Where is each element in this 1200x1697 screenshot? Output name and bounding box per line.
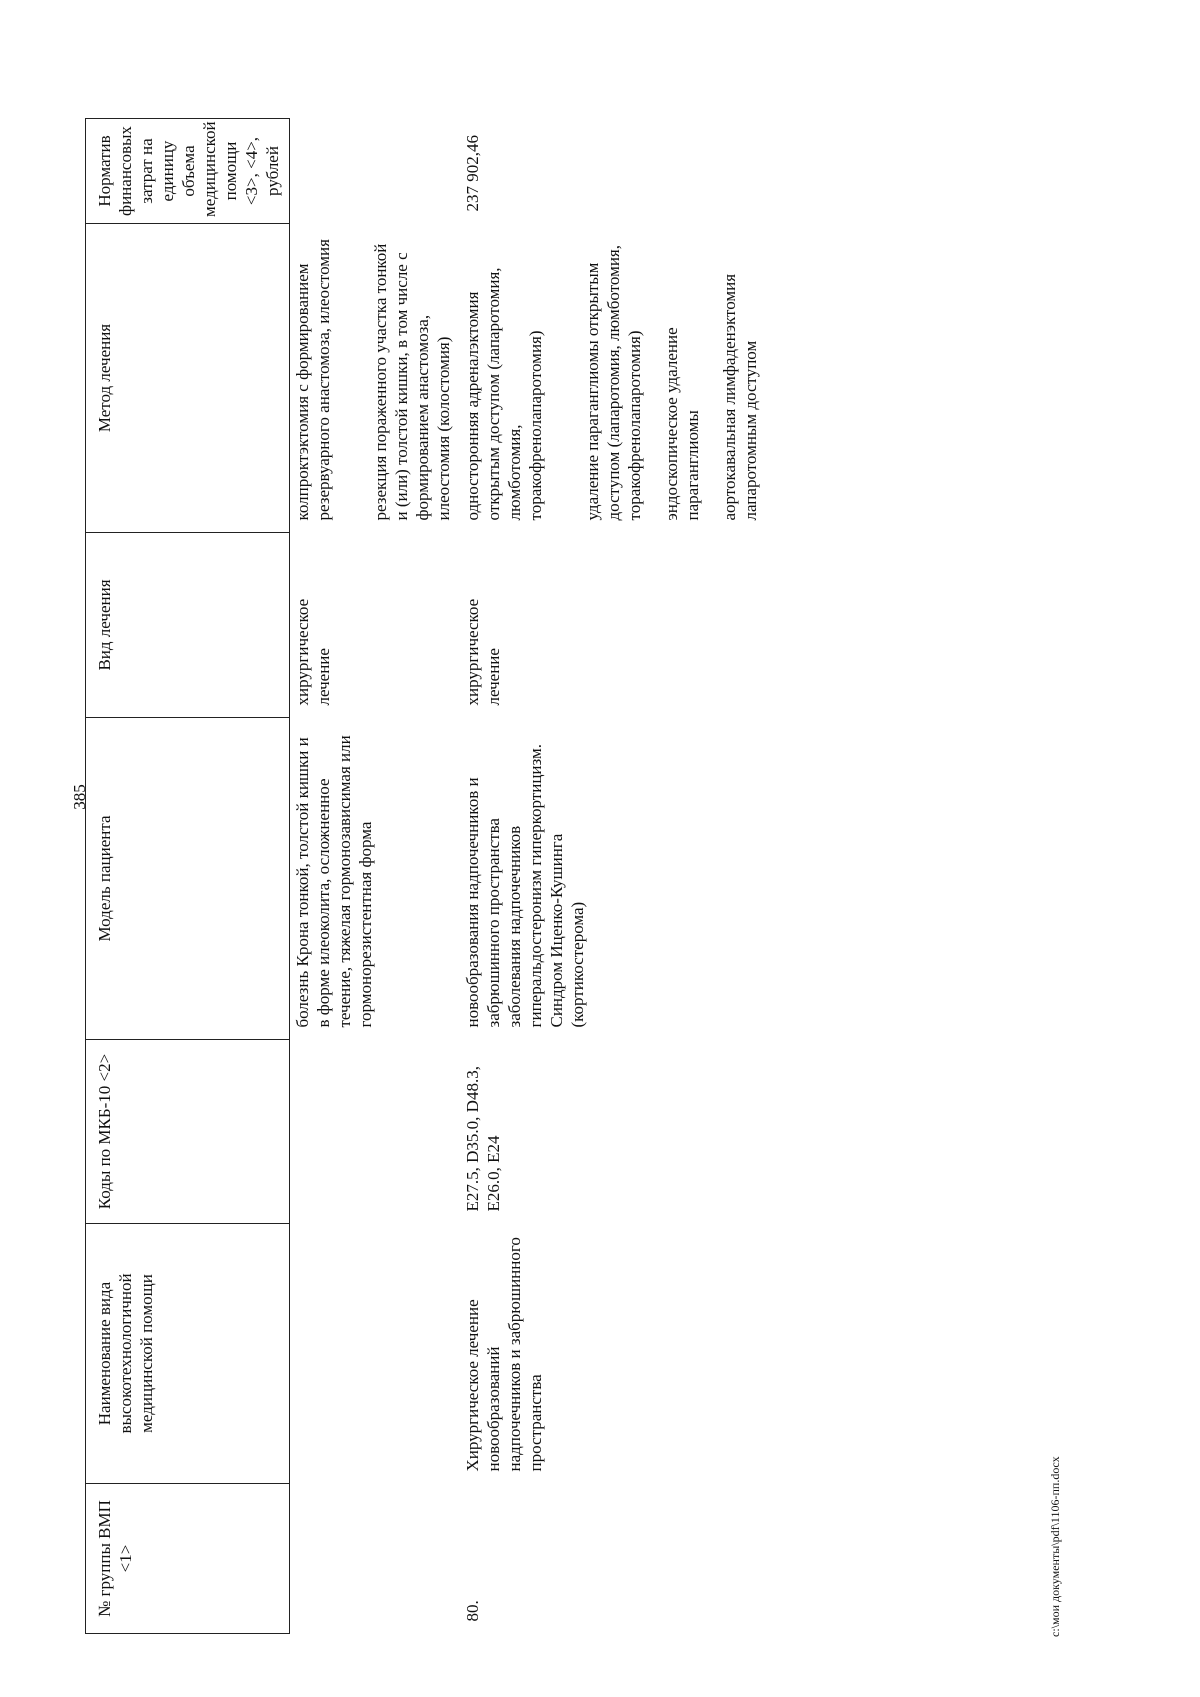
- header-cost: Норматив финансовых затрат на единицу объема медицинской помощи <3>, <4>, рублей: [86, 119, 290, 224]
- method-item: аортокавальная лимфаденэктомия лапаротомным доступом: [720, 273, 760, 521]
- page-number: 385: [70, 784, 89, 810]
- header-group-no: № группы ВМП <1>: [86, 1484, 290, 1634]
- method-item: эндоскопическое удаление параганглиомы: [662, 327, 702, 521]
- method-item: односторонняя адреналэктомия открытым доступом (лапаротомия, люмботомия, торакофренолапаротомия): [463, 267, 545, 521]
- cell-group-no: 80.: [463, 1600, 482, 1622]
- header-icd-codes: Коды по МКБ-10 <2>: [86, 1040, 290, 1224]
- cell-icd-codes: E27.5, D35.0, D48.3, E26.0, E24: [463, 1066, 503, 1212]
- cell-patient-model: новообразования надпочечников и забрюшинного пространства заболевания надпочечников гиперальдостеронизм гиперкортицизм. Синдром Иценко-Кушинга (кортикостерома): [463, 743, 587, 1028]
- cell-name: Хирургическое лечение новообразований надпочечников и забрюшинного пространства: [463, 1237, 545, 1472]
- header-name: Наименование вида высокотехнологичной медицинской помощи: [86, 1224, 290, 1484]
- vmp-table: [85, 118, 767, 1634]
- method-item: колпроктэктомия с формированием резервуарного анастомоза, илеостомия: [293, 239, 333, 521]
- method-item: резекция пораженного участка тонкой и (или) толстой кишки, в том числе с формированием анастомоза, илеостомия (колостомия): [371, 243, 453, 521]
- table-row: [460, 119, 767, 1634]
- header-patient-model: Модель пациента: [86, 718, 290, 1040]
- header-method: Метод лечения: [86, 224, 290, 533]
- cell-cost: 237 902,46: [463, 135, 482, 212]
- cell-group-no: [290, 1484, 461, 1634]
- footer-file-path: c:\мои документы\pdf\1106-пп.docx: [1048, 1456, 1062, 1637]
- cell-icd-codes: [290, 1040, 461, 1224]
- cell-method: [290, 224, 461, 533]
- cell-treatment-type: хирургическое лечение: [463, 598, 503, 706]
- method-item: удаление параганглиомы открытым доступом (лапаротомия, люмботомия, торакофренолапаротомия): [583, 245, 644, 521]
- cell-patient-model: болезнь Крона тонкой, толстой кишки и в форме илеоколита, осложненное течение, тяжелая гормонозависимая или гормонорезистентная форма: [293, 735, 375, 1028]
- cell-name: [290, 1224, 461, 1484]
- table-row: [290, 119, 461, 1634]
- cell-cost: [290, 119, 461, 224]
- header-treatment-type: Вид лечения: [86, 533, 290, 718]
- header-row: [86, 119, 290, 1634]
- cell-treatment-type: хирургическое лечение: [293, 598, 333, 706]
- cell-method: [460, 224, 767, 533]
